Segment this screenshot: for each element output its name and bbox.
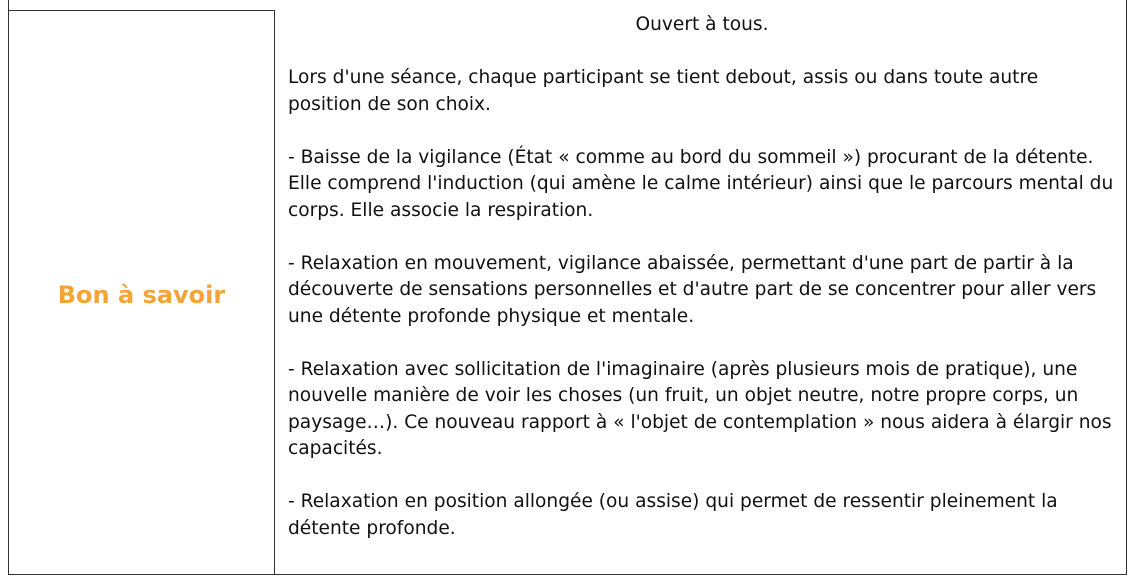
paragraph: - Relaxation avec sollicitation de l'imaginaire (après plusieurs mois de pratique), une nouvelle manière de voir les choses (un fruit, un objet neutre, notre propre corps, un paysage…). Ce nouveau rapport à « l'objet de contemplation » nous aidera à élargir nos capacités. (288, 358, 1112, 459)
intro-text: Ouvert à tous. (635, 14, 769, 35)
label-cell (9, 10, 275, 574)
paragraph: - Relaxation en mouvement, vigilance abaissée, permettant d'une part de partir à la découverte de sensations personnelles et d'autre part de se concentrer pour aller vers une détente profonde physique et mentale. (288, 252, 1097, 327)
paragraph: Lors d'une séance, chaque participant se tient debout, assis ou dans toute autre position de son choix. (288, 67, 1039, 115)
paragraph: - Relaxation en position allongée (ou assise) qui permet de ressentir pleinement la détente profonde. (288, 491, 1058, 539)
paragraph: - Baisse de la vigilance (État « comme au bord du sommeil ») procurant de la détente. Elle comprend l'induction (qui amène le calme intérieur) ainsi que le parcours mental du corps. Elle associe la respiration. (288, 146, 1114, 221)
content-cell (275, 0, 1126, 574)
row-label: Bon à savoir (57, 281, 226, 309)
info-table (8, 0, 1127, 575)
